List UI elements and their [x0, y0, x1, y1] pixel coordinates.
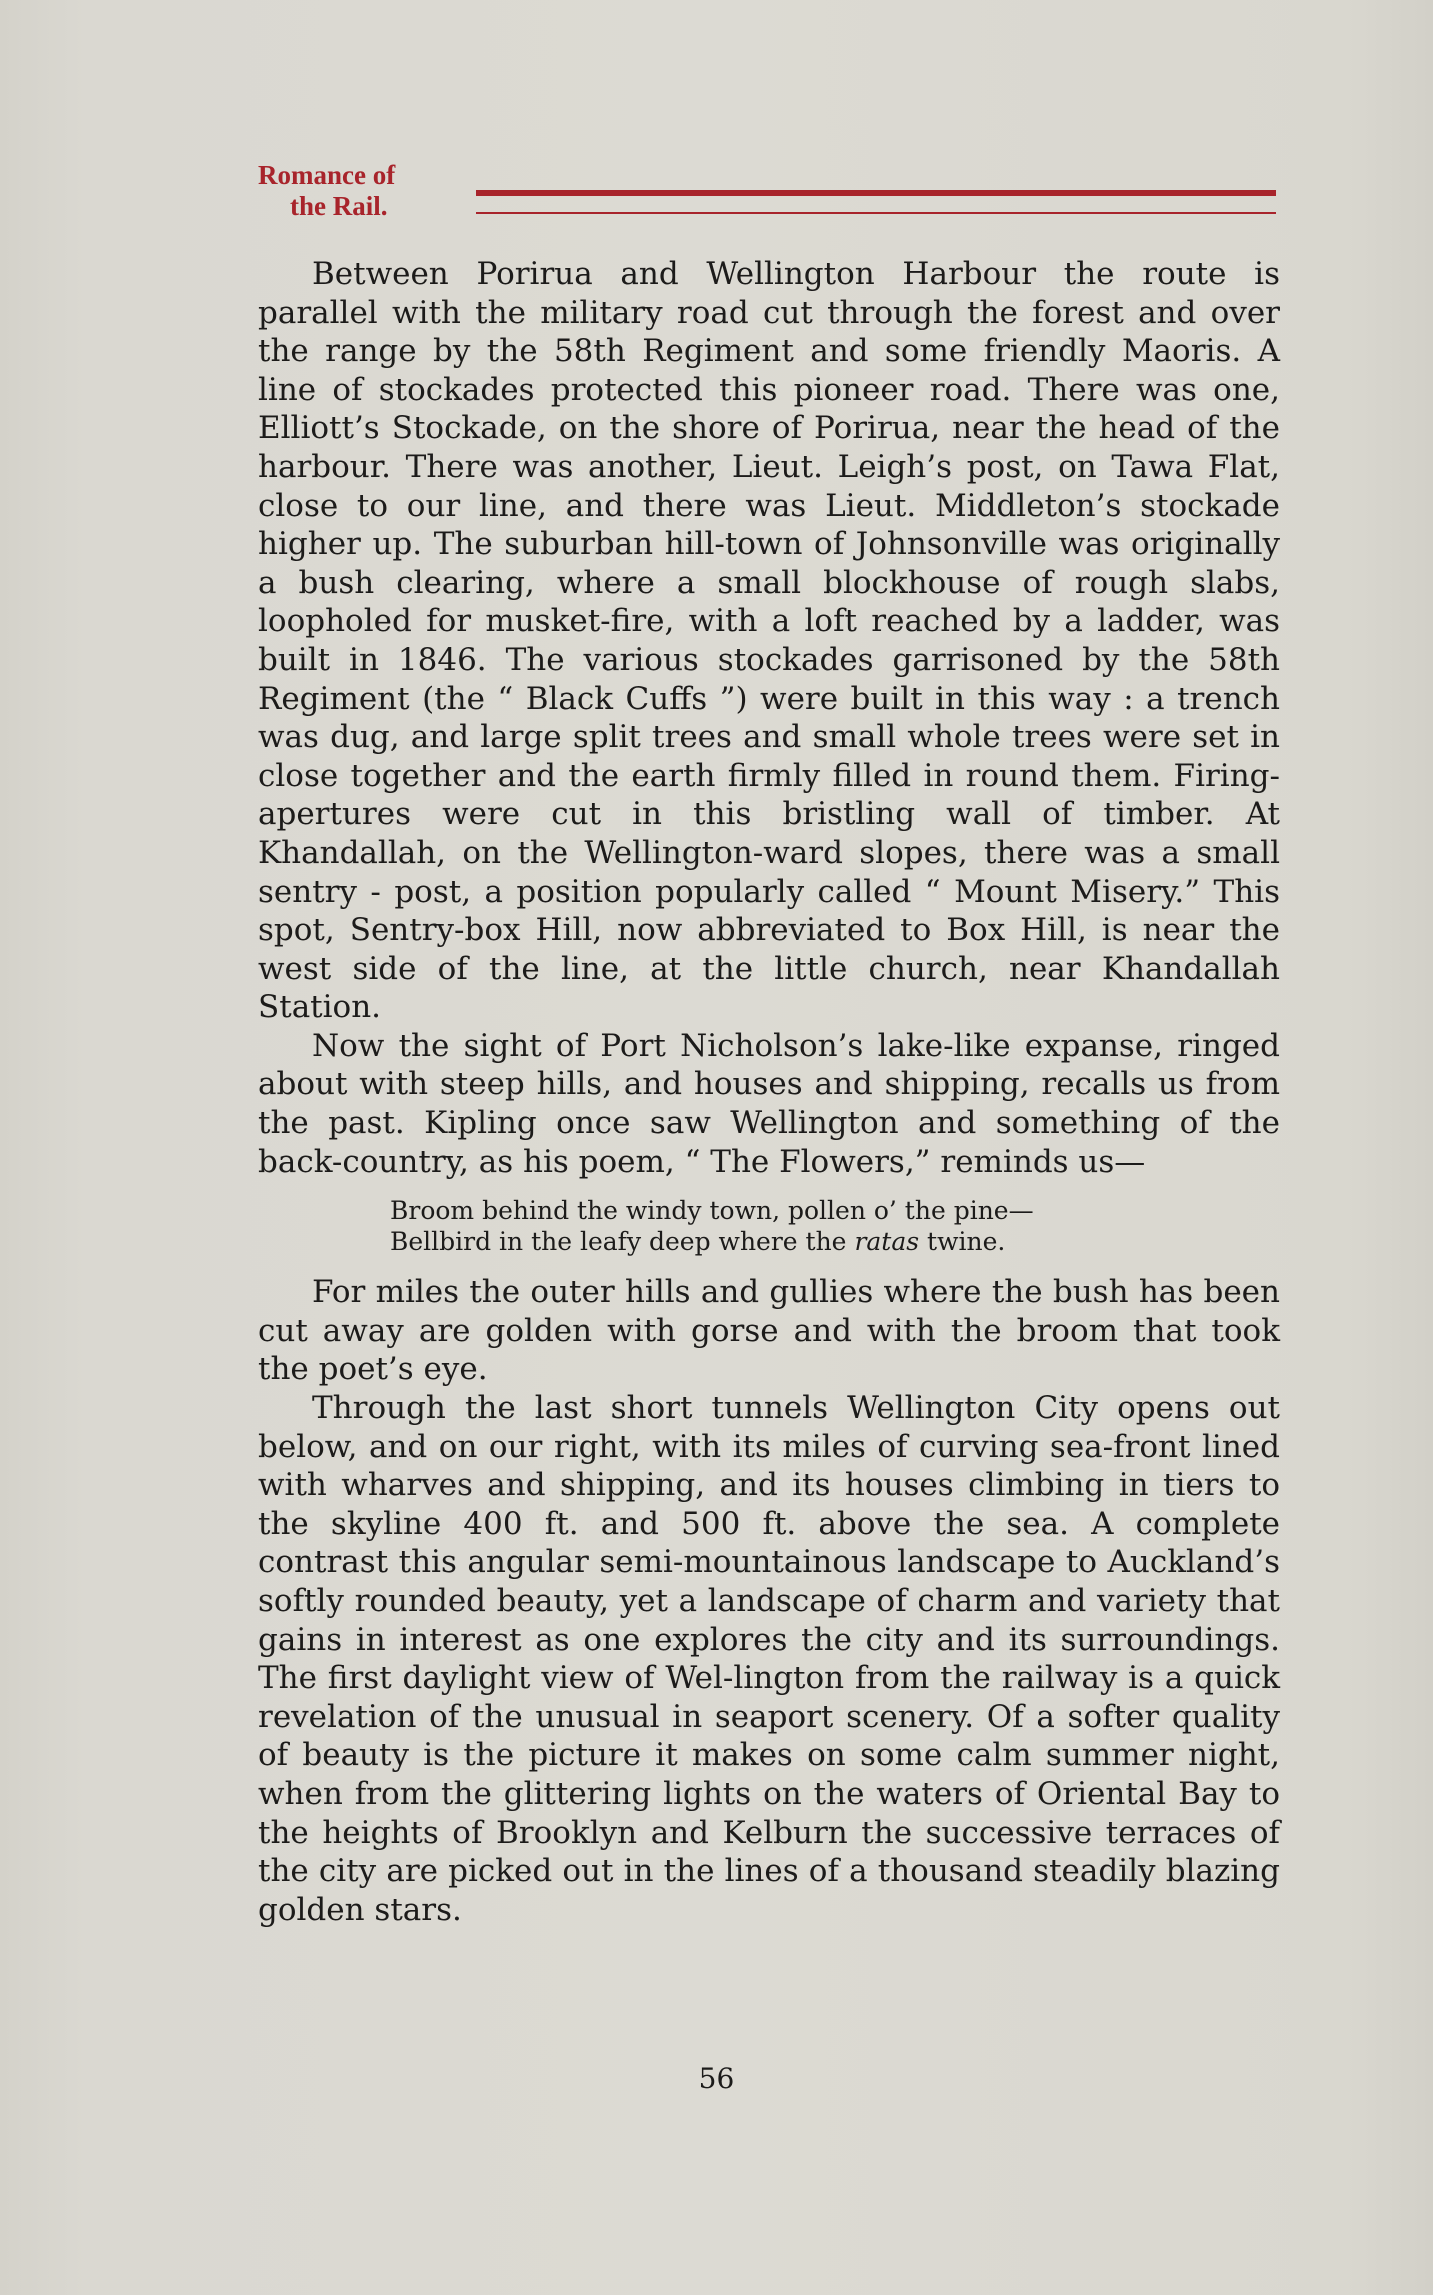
verse-italic-word: ratas	[854, 1227, 920, 1257]
header-rule-thin	[476, 212, 1276, 214]
running-head-line-1: Romance of	[258, 160, 396, 190]
header-rule-thick	[476, 190, 1276, 196]
page-number: 56	[698, 2062, 735, 2095]
verse-line-1: Broom behind the windy town, pollen o’ the pine—	[390, 1196, 1034, 1226]
paragraph: Between Porirua and Wellington Harbour the route is parallel with the military road cut through the forest and over the range by the 58th Regiment and some friendly Maoris. A line of stockades protected this pioneer road. There was one, Elliott’s Stockade, on the shore of Porirua, near the head of the harbour. There was another, Lieut. Leigh’s post, on Tawa Flat, close to our line, and there was Lieut. Middleton’s stockade higher up. The suburban hill-town of Johnsonville was originally a bush clearing, where a small blockhouse of rough slabs, loopholed for musket-fire, with a loft reached by a ladder, was built in 1846. The various stockades garrisoned by the 58th Regiment (the “ Black Cuffs ”) were built in this way : a trench was dug, and large split trees and small whole trees were set in close together and the earth firmly filled in round them. Firing-apertures were cut in this bristling wall of timber. At Khandallah, on the Wellington-ward slopes, there was a small sentry - post, a position popularly called “ Mount Misery.” This spot, Sentry-box Hill, now abbreviated to Box Hill, is near the west side of the line, at the little church, near Khandallah Station.	[258, 256, 1280, 1026]
running-head-line-2: the Rail.	[290, 191, 388, 221]
verse-line-2	[390, 1226, 1280, 1257]
paragraph: For miles the outer hills and gullies where the bush has been cut away are golden with gorse and with the broom that took the poet’s eye.	[258, 1274, 1280, 1388]
main-text	[258, 255, 1280, 1929]
paragraph: Through the last short tunnels Wellington City opens out below, and on our right, with its miles of curving sea-front lined with wharves and shipping, and its houses climbing in tiers to the skyline 400 ft. and 500 ft. above the sea. A complete contrast this angular semi-mountainous landscape to Auckland’s softly rounded beauty, yet a landscape of charm and variety that gains in interest as one explores the city and its surroundings. The first daylight view of Wel-lington from the railway is a quick revelation of the unusual in seaport scenery. Of a softer quality of beauty is the picture it makes on some calm summer night, when from the glittering lights on the waters of Oriental Bay to the heights of Brooklyn and Kelburn the successive terraces of the city are picked out in the lines of a thousand steadily blazing golden stars.	[258, 1390, 1280, 1928]
page-header	[258, 160, 1280, 230]
paragraph: Now the sight of Port Nicholson’s lake-like expanse, ringed about with steep hills, and houses and shipping, recalls us from the past. Kipling once saw Wellington and something of the back-country, as his poem, “ The Flowers,” reminds us—	[258, 1027, 1280, 1180]
verse-line-2-end: twine.	[919, 1227, 1006, 1257]
verse-quote	[390, 1195, 1280, 1257]
running-head	[258, 160, 395, 222]
verse-line-2-start: Bellbird in the leafy deep where the	[390, 1227, 855, 1257]
